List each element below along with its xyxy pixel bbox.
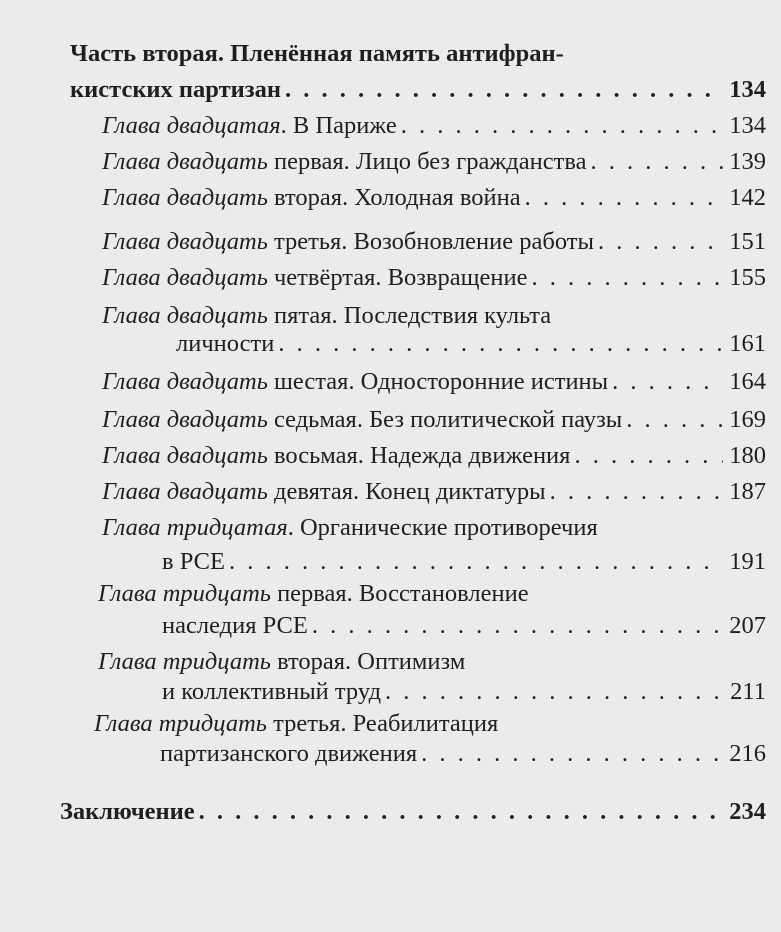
dot-leader [285,74,723,106]
dot-leader [199,796,724,828]
page-number: 191 [729,548,766,575]
toc-entry-chapter-25-line2: личности . . . 161 [176,328,766,360]
toc-entry-chapter-28: Глава двадцать восьмая. Надежда движения . . . 180 [102,440,766,472]
toc-entry-chapter-21: Глава двадцать первая. Лицо без гражданства . . . 139 [102,146,766,178]
toc-entry-chapter-33-line2: партизанского движения . . . 216 [160,738,766,770]
part-page-number: 134 [729,76,766,103]
dot-leader [421,738,723,770]
toc-entry-chapter-23: Глава двадцать третья. Возобновление работы . . . 151 [102,226,766,258]
toc-entry-chapter-32-line1: Глава тридцать вторая. Оптимизм [98,648,466,675]
dot-leader [312,610,723,642]
dot-leader [626,404,723,436]
page-number: 139 [729,148,766,175]
toc-entry-chapter-30-line1: Глава тридцатая. Органические противоречия [102,514,598,541]
part-title-line1: Часть вторая. Пленённая память антифран- [70,40,564,67]
dot-leader [278,328,723,360]
dot-leader [574,440,723,472]
toc-entry-chapter-31-line1: Глава тридцать первая. Восстановление [98,580,529,607]
dot-leader [401,110,723,142]
toc-entry-chapter-30-line2: в РСЕ . . . 191 [162,546,766,578]
toc-entry-chapter-27: Глава двадцать седьмая. Без политической паузы . . . 169 [102,404,766,436]
dot-leader [525,182,724,214]
dot-leader [590,146,723,178]
page-number: 211 [730,678,766,705]
toc-entry-chapter-24: Глава двадцать четвёртая. Возвращение . . . 155 [102,262,766,294]
page-number: 187 [729,478,766,505]
toc-entry-chapter-33-line1: Глава тридцать третья. Реабилитация [94,710,499,737]
page-number: 134 [729,112,766,139]
toc-entry-chapter-31-line2: наследия РСЕ . . . 207 [162,610,766,642]
conclusion-page-number: 234 [729,798,766,825]
toc-entry-chapter-25-line1: Глава двадцать пятая. Последствия культа [102,302,552,329]
dot-leader [598,226,723,258]
page-number: 169 [729,406,766,433]
page-number: 216 [729,740,766,767]
dot-leader [229,546,723,578]
page-number: 164 [729,368,766,395]
toc-entry-chapter-29: Глава двадцать девятая. Конец диктатуры . . . 187 [102,476,766,508]
page-number: 151 [729,228,766,255]
page-number: 180 [729,442,766,469]
page-number: 155 [729,264,766,291]
dot-leader [385,676,724,708]
part-title-line2: кистских партизан . . . 134 [70,74,766,106]
toc-entry-chapter-22: Глава двадцать вторая. Холодная война . . . 142 [102,182,766,214]
page-number: 161 [729,330,766,357]
page-number: 142 [729,184,766,211]
dot-leader [531,262,723,294]
toc-entry-conclusion: Заключение . . . 234 [60,796,766,828]
dot-leader [612,366,723,398]
page-number: 207 [729,612,766,639]
toc-entry-chapter-26: Глава двадцать шестая. Односторонние истины . . . 164 [102,366,766,398]
dot-leader [550,476,724,508]
toc-entry-chapter-20: Глава двадцатая. В Париже . . . 134 [102,110,766,142]
toc-entry-chapter-32-line2: и коллективный труд . . . 211 [162,676,766,708]
